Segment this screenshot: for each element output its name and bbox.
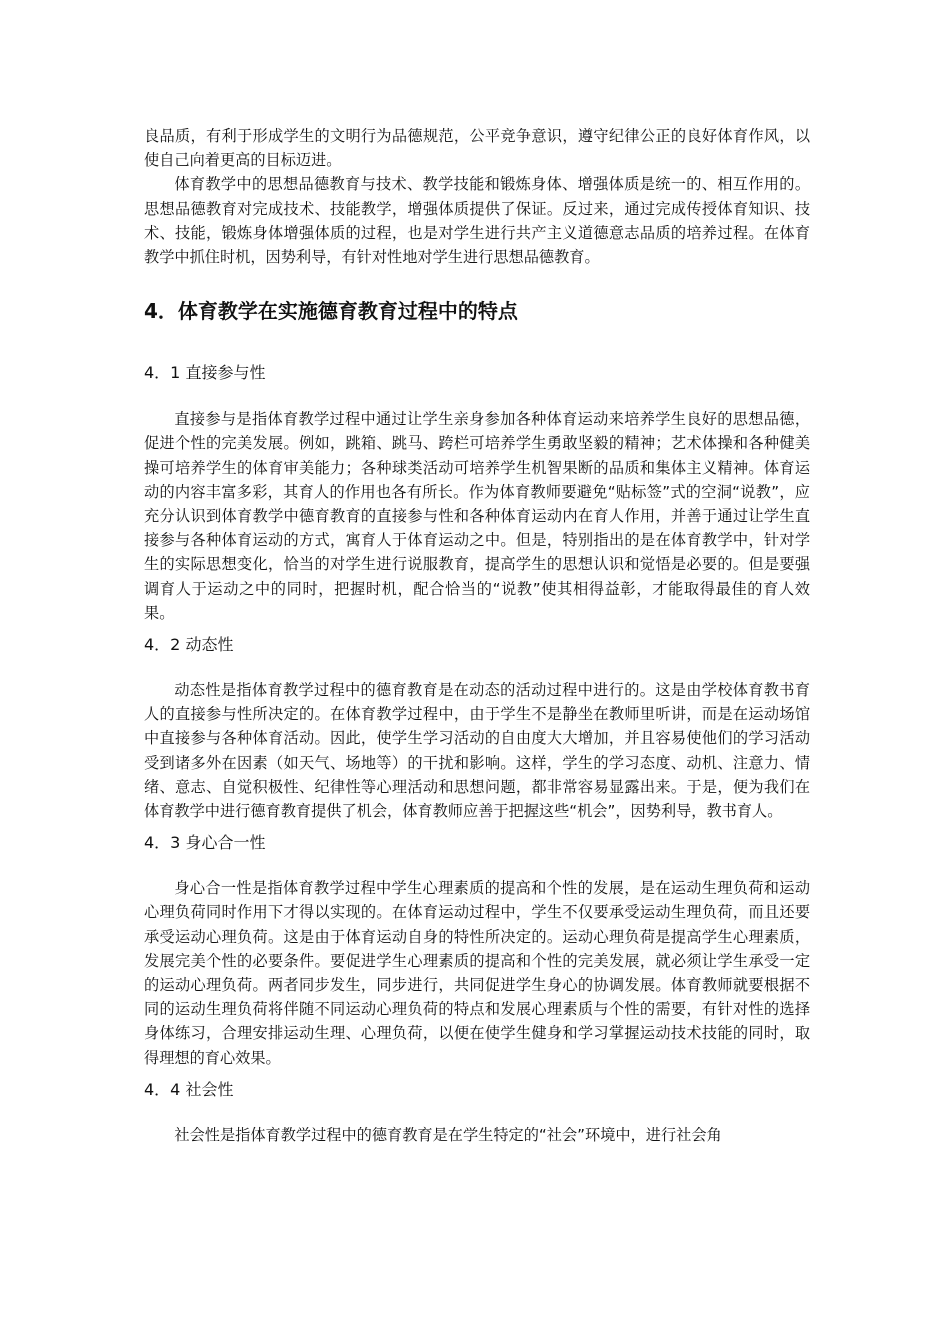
- subsection-4-3-body: 身心合一性是指体育教学过程中学生心理素质的提高和个性的发展，是在运动生理负荷和运动心理负荷同时作用下才得以实现的。在体育运动过程中，学生不仅要承受运动生理负荷，而且还要承受运动心理负荷。这是由于体育运动自身的特性所决定的。运动心理负荷是提高学生心理素质，发展完美个性的必要条件。要促进学生心理素质的提高和个性的完美发展，就必须让学生承受一定的运动心理负荷。两者同步发生，同步进行，共同促进学生身心的协调发展。体育教师就要根据不同的运动生理负荷将伴随不同运动心理负荷的特点和发展心理素质与个性的需要，有针对性的选择身体练习，合理安排运动生理、心理负荷，以便在使学生健身和学习掌握运动技术技能的同时，取得理想的育心效果。: [144, 879, 810, 1067]
- intro-paragraph-2: 体育教学中的思想品德教育与技术、教学技能和锻炼身体、增强体质是统一的、相互作用的。思想品德教育对完成技术、技能教学，增强体质提供了保证。反过来，通过完成传授体育知识、技术、技能，锻炼身体增强体质的过程，也是对学生进行共产主义道德意志品质的培养过程。在体育教学中抓住时机，因势利导，有针对性地对学生进行思想品德教育。: [144, 175, 810, 267]
- subsection-4-4-title: 4．4 社会性: [144, 1079, 234, 1099]
- intro-paragraph-1: 良品质，有利于形成学生的文明行为品德规范，公平竞争意识，遵守纪律公正的良好体育作风，以使自己向着更高的目标迈进。: [144, 127, 810, 170]
- subsection-4-1-body: 直接参与是指体育教学过程中通过让学生亲身参加各种体育运动来培养学生良好的思想品德，促进个性的完美发展。例如，跳箱、跳马、跨栏可培养学生勇敢坚毅的精神；艺术体操和各种健美操可培养学生的体育审美能力；各种球类活动可培养学生机智果断的品质和集体主义精神。体育运动的内容丰富多彩，其育人的作用也各有所长。作为体育教师要避免“贴标签”式的空洞“说教”，应充分认识到体育教学中德育教育的直接参与性和各种体育运动内在育人作用，并善于通过让学生直接参与各种体育运动的方式，寓育人于体育运动之中。但是，特别指出的是在体育教学中，针对学生的实际思想变化，恰当的对学生进行说服教育，提高学生的思想认识和觉悟是必要的。但是要强调育人于运动之中的同时，把握时机，配合恰当的“说教”使其相得益彰，才能取得最佳的育人效果。: [144, 410, 810, 622]
- section-4-title: 4．体育教学在实施德育教育过程中的特点: [144, 299, 518, 324]
- document-page: [144, 124, 810, 1147]
- subsection-4-4-body: 社会性是指体育教学过程中的德育教育是在学生特定的“社会”环境中，进行社会角: [174, 1125, 722, 1144]
- subsection-4-2-body: 动态性是指体育教学过程中的德育教育是在动态的活动过程中进行的。这是由学校体育教书育人的直接参与性所决定的。在体育教学过程中，由于学生不是静坐在教师里听讲，而是在运动场馆中直接参与各种体育活动。因此，使学生学习活动的自由度大大增加，并且容易使他们的学习活动受到诸多外在因素（如天气、场地等）的干扰和影响。这样，学生的学习态度、动机、注意力、情绪、意志、自觉积极性、纪律性等心理活动和思想问题，都非常容易显露出来。于是，便为我们在体育教学中进行德育教育提供了机会，体育教师应善于把握这些“机会”，因势利导，教书育人。: [144, 681, 810, 821]
- subsection-4-1-title: 4．1 直接参与性: [144, 363, 266, 383]
- subsection-4-2-title: 4．2 动态性: [144, 635, 234, 655]
- subsection-4-3-title: 4．3 身心合一性: [144, 833, 266, 853]
